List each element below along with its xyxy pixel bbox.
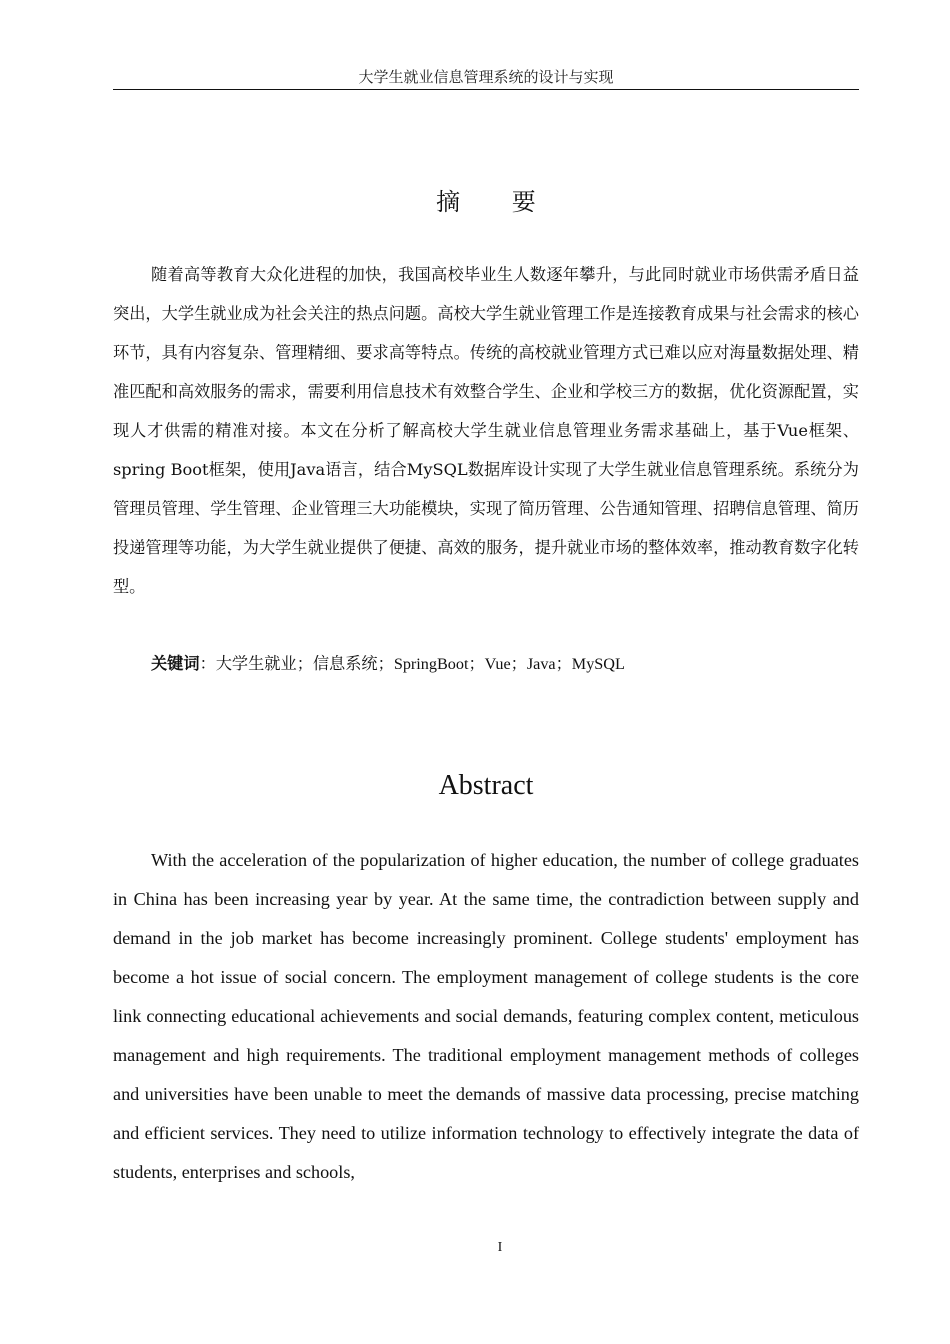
english-abstract-body: With the acceleration of the popularization of higher education, the number of college graduates in China has been increasing year by year. At the same time, the contradiction between supply and demand in the job market has become increasingly prominent. College students' employment has become a hot issue of social concern. The employment management of college students is the core link connecting educational achievements and social demands, featuring complex content, meticulous management and high requirements. The traditional employment management methods of colleges and universities have been unable to meet the demands of massive data processing, precise matching and efficient services. They need to utilize information technology to effectively integrate the data of students, enterprises and schools, <box>113 850 859 1182</box>
chinese-abstract-body: 随着高等教育大众化进程的加快，我国高校毕业生人数逐年攀升，与此同时就业市场供需矛盾日益突出，大学生就业成为社会关注的热点问题。高校大学生就业管理工作是连接教育成果与社会需求的核心环节，具有内容复杂、管理精细、要求高等特点。传统的高校就业管理方式已难以应对海量数据处理、精准匹配和高效服务的需求，需要利用信息技术有效整合学生、企业和学校三方的数据，优化资源配置，实现人才供需的精准对接。本文在分析了解高校大学生就业信息管理业务需求基础上，基于Vue框架、spring Boot框架，使用Java语言，结合MySQL数据库设计实现了大学生就业信息管理系统。系统分为管理员管理、学生管理、企业管理三大功能模块，实现了简历管理、公告通知管理、招聘信息管理、简历投递管理等功能，为大学生就业提供了便捷、高效的服务，提升就业市场的整体效率，推动教育数字化转型。 <box>113 265 859 596</box>
keyword-item: SpringBoot <box>393 655 469 673</box>
keyword-separator: ； <box>468 654 485 673</box>
keyword-separator: ； <box>377 654 394 673</box>
english-abstract-title: Abstract <box>438 770 534 801</box>
keywords-colon: ： <box>199 654 216 673</box>
header-divider <box>113 89 859 90</box>
keyword-item: Vue <box>484 655 511 673</box>
keyword-item: 信息系统 <box>312 655 378 673</box>
keyword-separator: ； <box>296 654 313 673</box>
keyword-separator: ； <box>510 654 527 673</box>
page-number: I <box>497 1240 503 1255</box>
running-header: 大学生就业信息管理系统的设计与实现 <box>358 68 614 86</box>
keyword-item: Java <box>526 655 556 673</box>
chinese-abstract-title: 摘 要 <box>436 188 558 216</box>
keywords-line <box>113 644 859 684</box>
keyword-item: MySQL <box>571 655 625 673</box>
keywords-label: 关键词 <box>151 654 200 673</box>
keyword-separator: ； <box>555 654 572 673</box>
keyword-item: 大学生就业 <box>215 655 297 673</box>
